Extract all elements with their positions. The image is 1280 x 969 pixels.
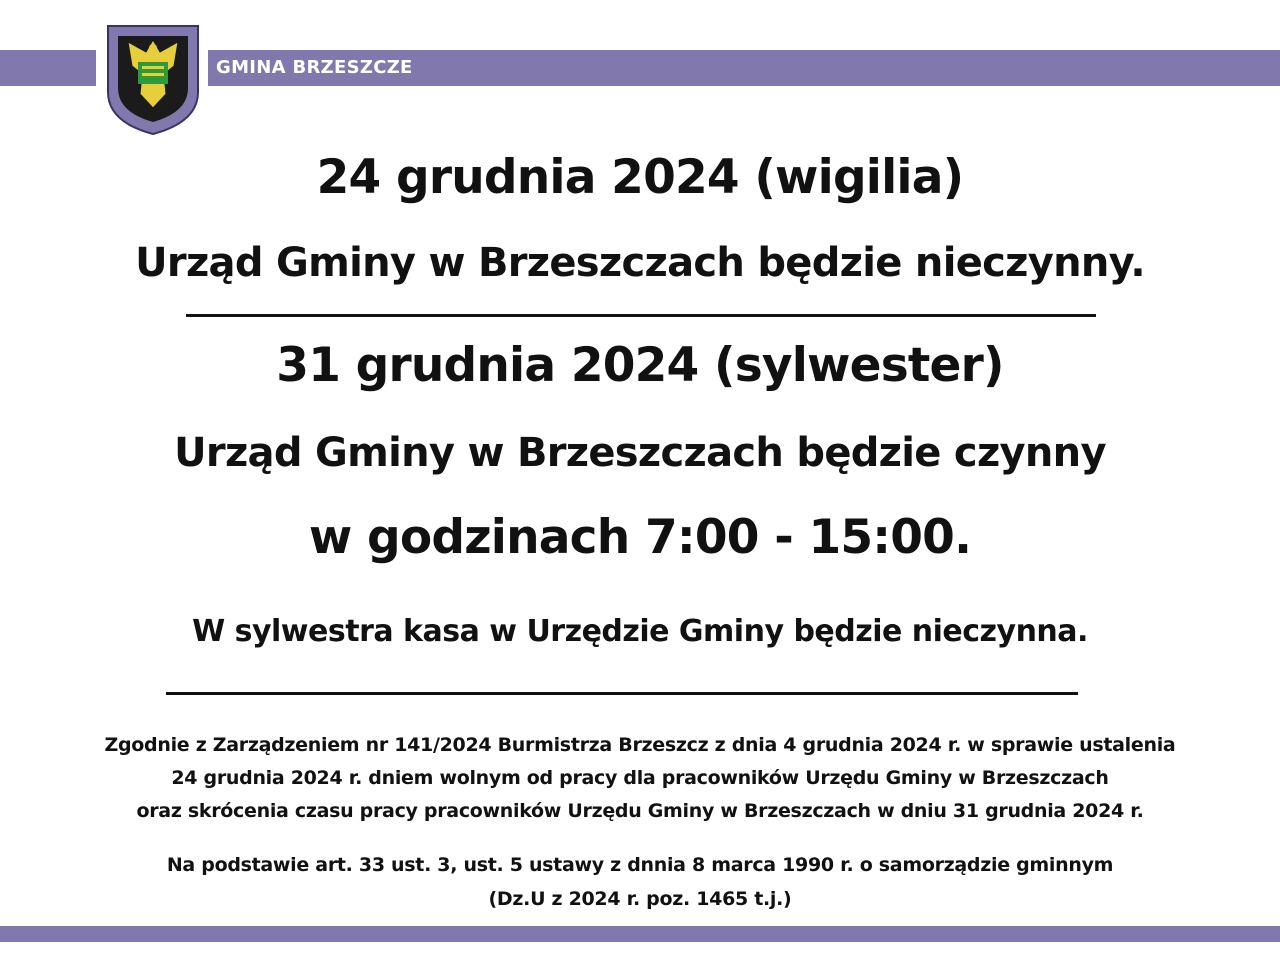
heading-date-christmas-eve: 24 grudnia 2024 (wigilia) bbox=[316, 150, 964, 205]
divider-top bbox=[186, 314, 1096, 317]
footer-band bbox=[0, 926, 1280, 942]
cashier-notice: W sylwestra kasa w Urzędzie Gminy będzie nieczynna. bbox=[192, 614, 1088, 649]
legal-basis-line-1: Na podstawie art. 33 ust. 3, ust. 5 ustawy z dnnia 8 marca 1990 r. o samorządzie gminnym bbox=[166, 854, 1114, 876]
heading-date-new-years-eve: 31 grudnia 2024 (sylwester) bbox=[276, 338, 1004, 393]
coat-of-arms-icon bbox=[104, 22, 202, 136]
municipality-label: GMINA BRZESZCZE bbox=[216, 57, 413, 78]
closed-notice: Urząd Gminy w Brzeszczach będzie nieczynny. bbox=[135, 240, 1145, 286]
divider-bottom bbox=[166, 692, 1078, 695]
legal-text-line-3: oraz skrócenia czasu pracy pracowników Urzędu Gminy w Brzeszczach w dniu 31 grudnia 2024 r. bbox=[136, 800, 1144, 822]
legal-text-line-2: 24 grudnia 2024 r. dniem wolnym od pracy dla pracowników Urzędu Gminy w Brzeszczach bbox=[171, 767, 1109, 789]
opening-hours: w godzinach 7:00 - 15:00. bbox=[308, 510, 972, 565]
legal-basis-line-2: (Dz.U z 2024 r. poz. 1465 t.j.) bbox=[488, 888, 792, 910]
legal-text-line-1: Zgodnie z Zarządzeniem nr 141/2024 Burmistrza Brzeszcz z dnia 4 grudnia 2024 r. w sprawie ustalenia bbox=[104, 734, 1176, 756]
open-notice: Urząd Gminy w Brzeszczach będzie czynny bbox=[174, 430, 1106, 476]
